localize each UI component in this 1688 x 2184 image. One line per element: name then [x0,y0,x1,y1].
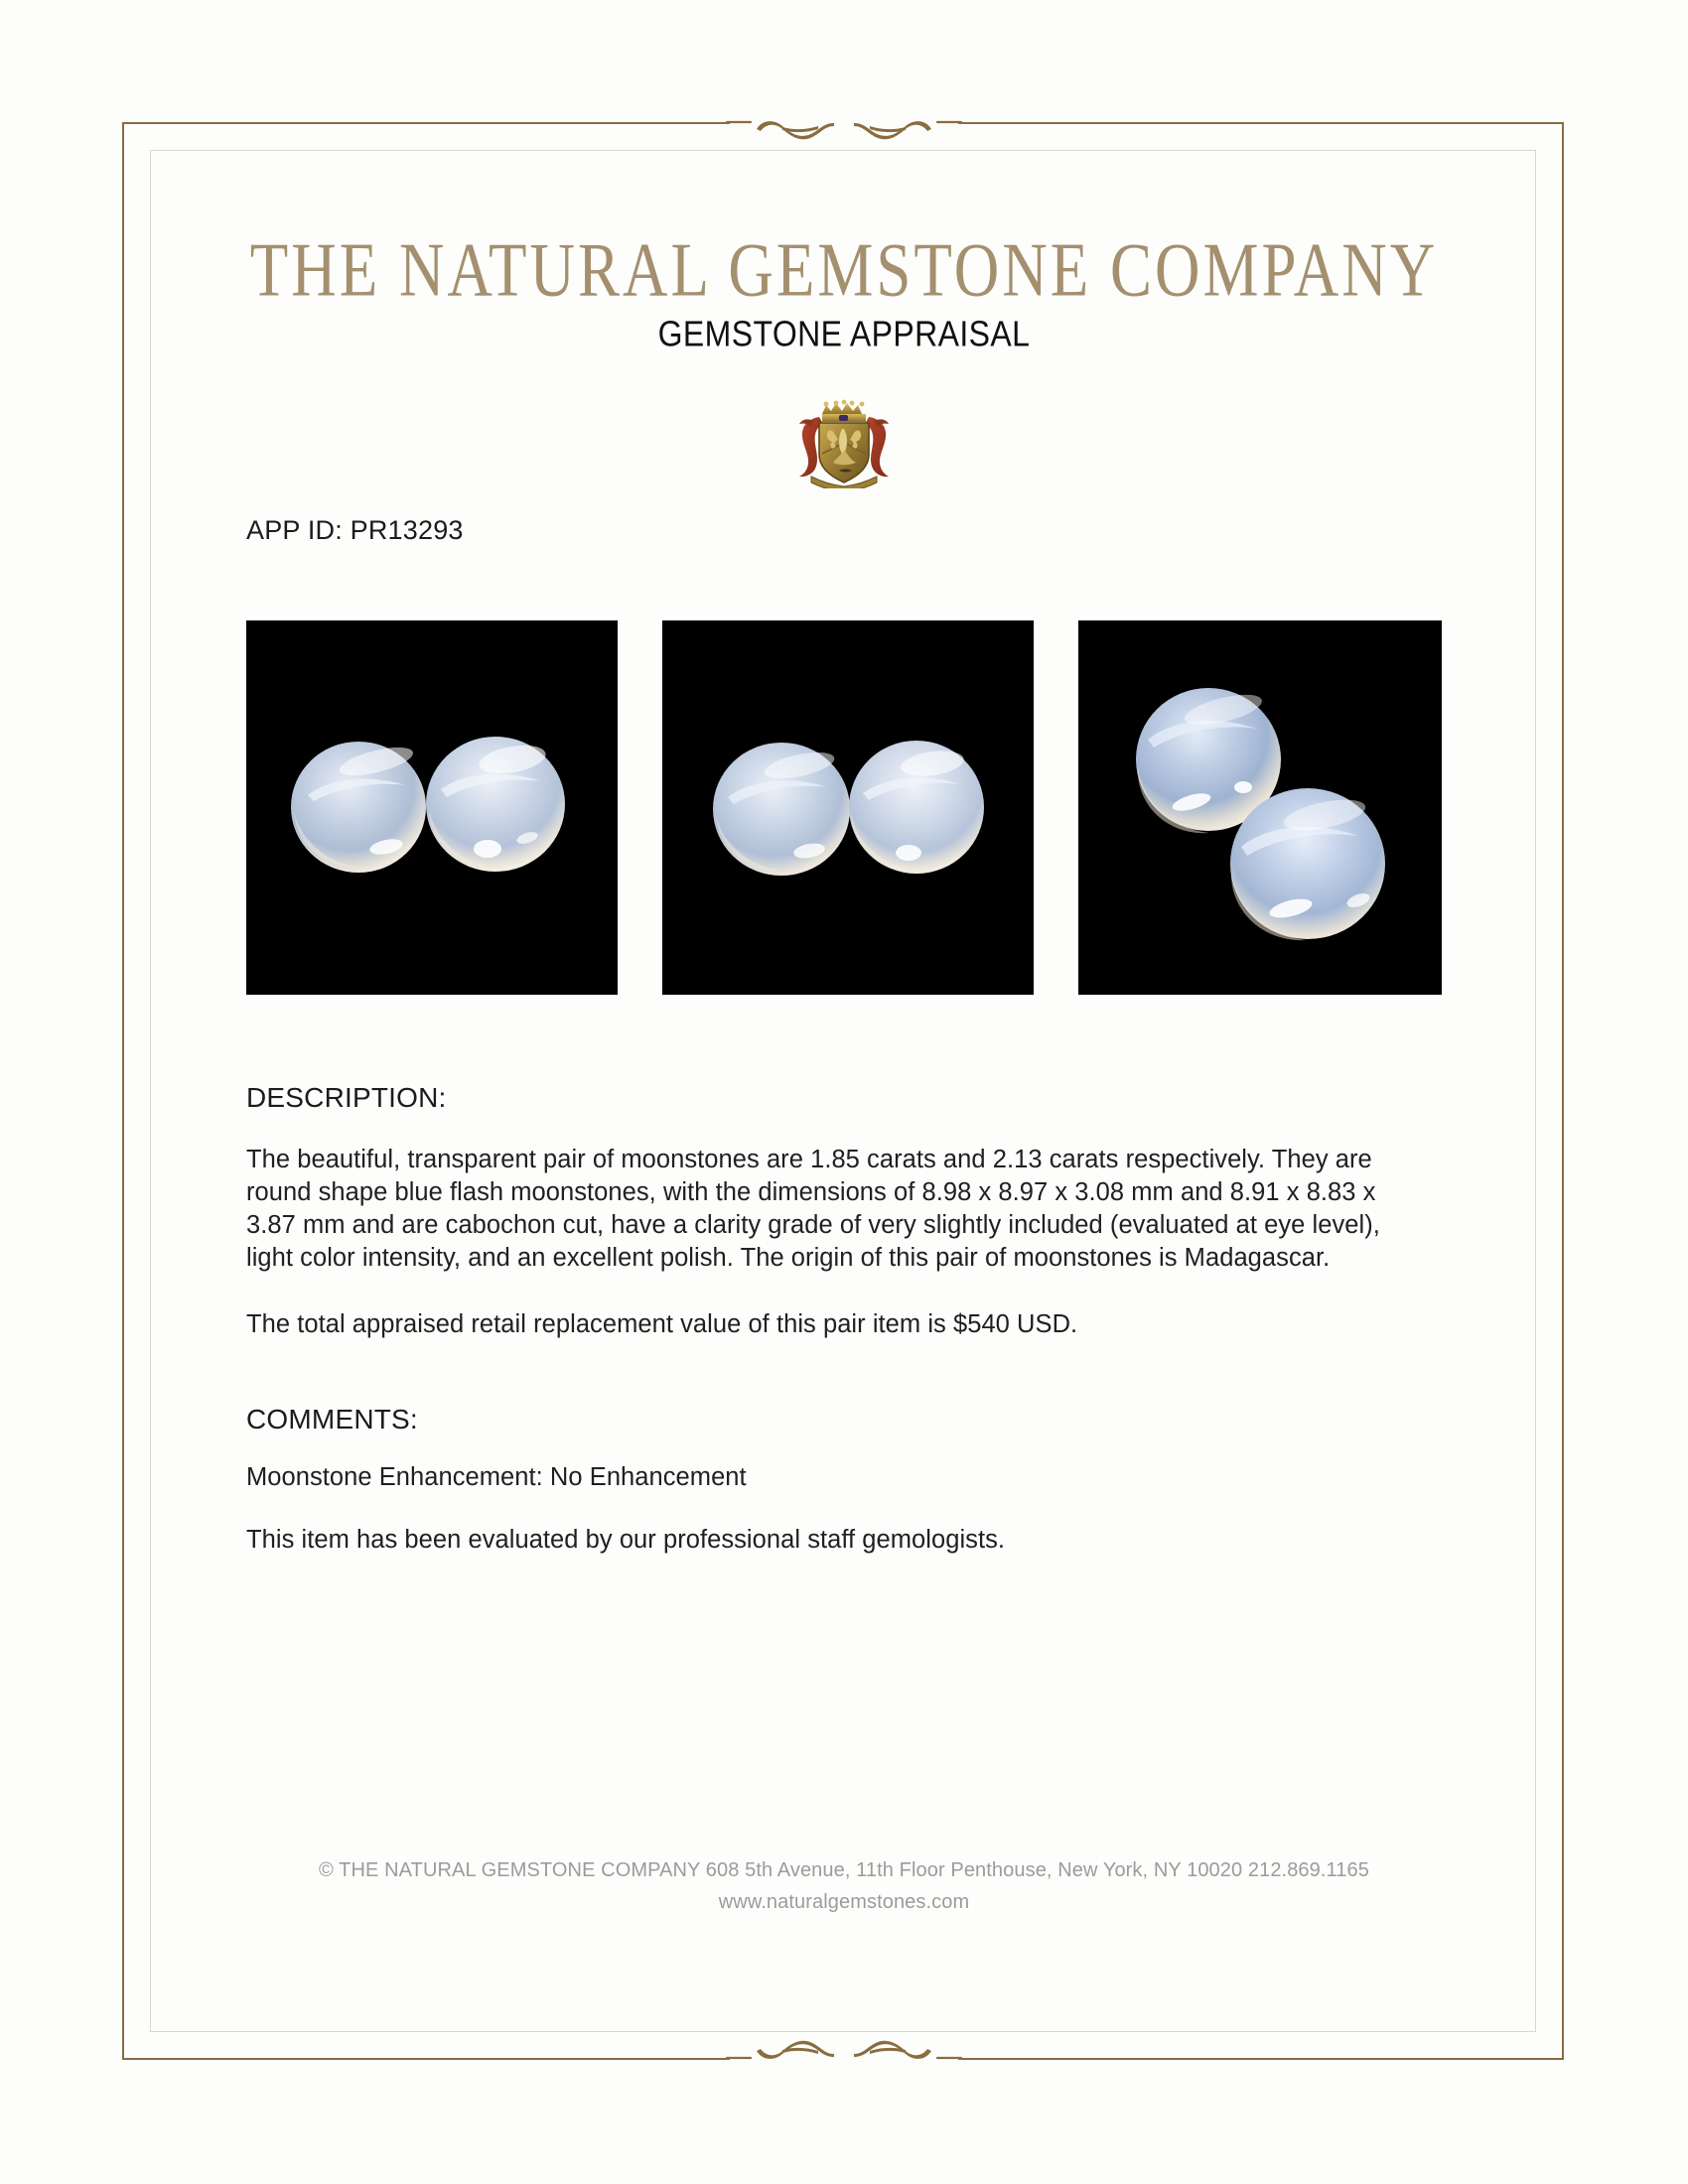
footer-address: © THE NATURAL GEMSTONE COMPANY 608 5th Avenue, 11th Floor Penthouse, New York, NY 10020 212.869.1165 [319,1859,1369,1881]
gemstone-photo-2 [662,620,1034,995]
company-title: THE NATURAL GEMSTONE COMPANY [249,227,1439,313]
description-text: The beautiful, transparent pair of moonstones are 1.85 carats and 2.13 carats respectively. They are round shape blue flash moonstones, with the dimensions of 8.98 x 8.97 x 3.08 mm and 8.91 x 8.83 x 3.87 mm and are cabochon cut, have a clarity grade of very slightly included (evaluated at eye level), light color intensity, and an excellent polish. The origin of this pair of moonstones is Madagascar. [246,1146,1380,1272]
footer-website[interactable]: www.naturalgemstones.com [718,1891,970,1913]
flourish-ornament-icon-top [721,99,967,145]
comment-evaluation: This item has been evaluated by our professional staff gemologists. [246,1526,1006,1554]
flourish-ornament-icon-bottom [721,2035,967,2081]
gemstone-photo-1 [246,620,618,995]
app-id-label: APP ID: PR13293 [246,515,464,545]
comments-label: COMMENTS: [246,1404,418,1434]
appraised-value-text: The total appraised retail replacement value of this pair item is $540 USD. [246,1310,1078,1338]
gemstone-photo-row [246,620,1442,995]
heraldic-crest-icon [789,393,899,488]
gemstone-photo-3 [1078,620,1442,995]
description-label: DESCRIPTION: [246,1082,447,1113]
document-subtitle: GEMSTONE APPRAISAL [657,314,1031,354]
comment-enhancement: Moonstone Enhancement: No Enhancement [246,1463,747,1491]
